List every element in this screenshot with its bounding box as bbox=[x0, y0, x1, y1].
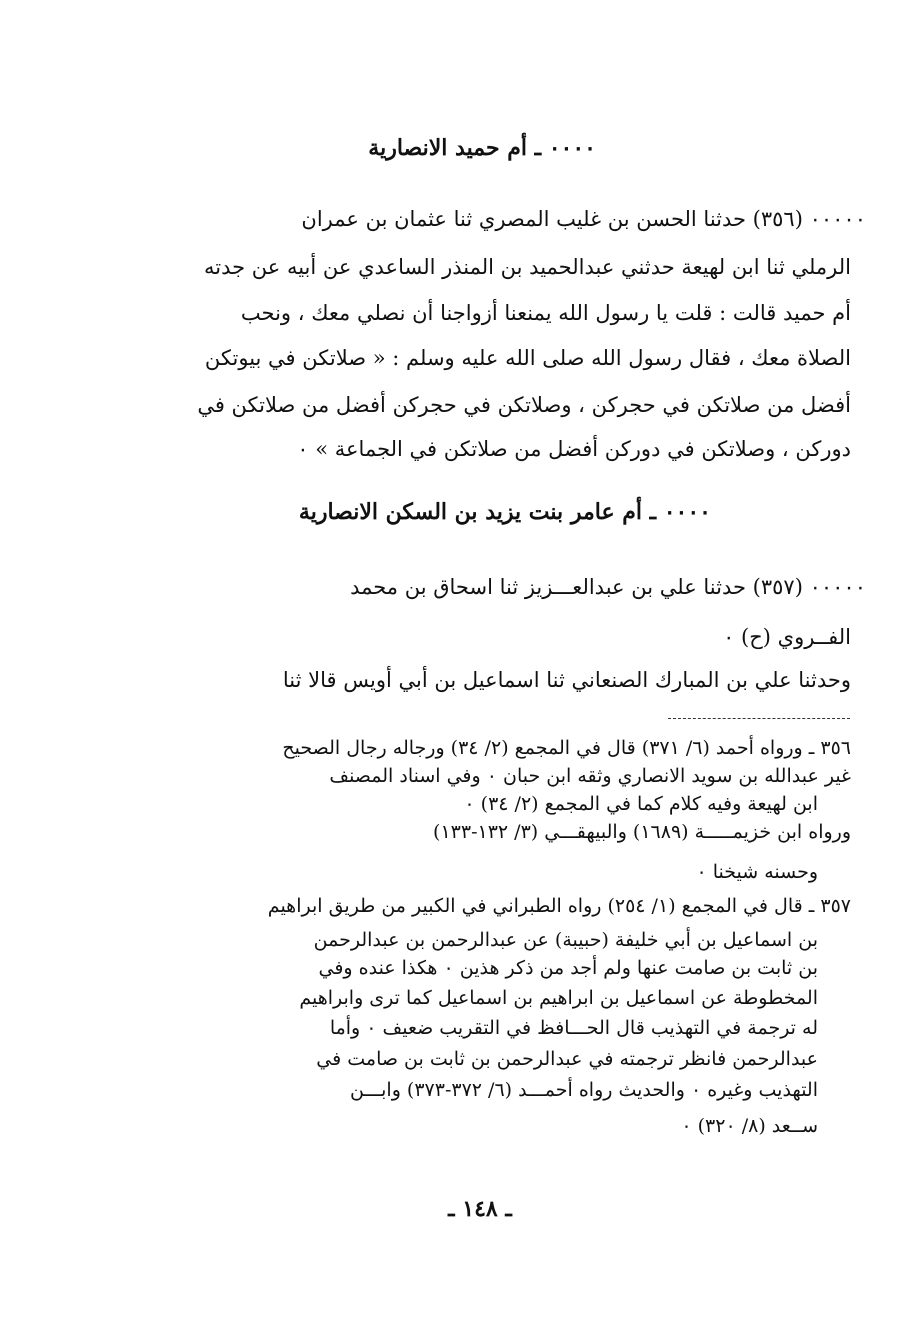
footnote-separator bbox=[668, 718, 850, 719]
footnote-357-line-1: ٣٥٧ ـ قال في المجمع (١/ ٢٥٤) رواه الطبراني في الكبير من طريق ابراهيم bbox=[267, 895, 851, 917]
footnote-356-line-3: ابن لهيعة وفيه كلام كما في المجمع (٢/ ٣٤) ٠ bbox=[464, 793, 818, 815]
footnote-357-line-4: المخطوطة عن اسماعيل بن ابراهيم بن اسماعيل كما ترى وابراهيم bbox=[299, 987, 818, 1009]
hadith-356-line-5: أفضل من صلاتكن في حجركن ، وصلاتكن في حجركن أفضل من صلاتكن في bbox=[197, 393, 851, 417]
footnote-357-line-3: بن ثابت بن صامت عنها ولم أجد من ذكر هذين ٠ هكذا عنده وفي bbox=[318, 957, 818, 979]
hadith-357-line-3: وحدثنا علي بن المبارك الصنعاني ثنا اسماعيل بن أبي أويس قالا ثنا bbox=[282, 668, 851, 692]
footnote-357-line-6: عبدالرحمن فانظر ترجمته في عبدالرحمن بن ثابت بن صامت في bbox=[316, 1048, 818, 1070]
footnote-356-line-2: غير عبدالله بن سويد الانصاري وثقه ابن حبان ٠ وفي اسناد المصنف bbox=[329, 765, 851, 787]
footnote-357-line-8: ســعد (٨/ ٣٢٠) ٠ bbox=[681, 1115, 818, 1137]
hadith-356-line-2: الرملي ثنا ابن لهيعة حدثني عبدالحميد بن المنذر الساعدي عن أبيه عن جدته bbox=[203, 255, 851, 279]
footnote-357-line-7: التهذيب وغيره ٠ والحديث رواه أحمـــد (٦/ ٣٧٢-٣٧٣) وابـــن bbox=[349, 1079, 818, 1101]
section-heading-umm-humaid: ٠٠٠٠ ـ أم حميد الانصارية bbox=[368, 135, 596, 161]
footnote-357-line-2: بن اسماعيل بن أبي خليفة (حبيبة) عن عبدالرحمن بن عبدالرحمن bbox=[313, 929, 818, 951]
footnote-356-line-1: ٣٥٦ ـ ورواه أحمد (٦/ ٣٧١) قال في المجمع (٢/ ٣٤) ورجاله رجال الصحيح bbox=[282, 737, 851, 759]
page-number: ـ ١٤٨ ـ bbox=[448, 1196, 512, 1222]
hadith-356-line-6: دوركن ، وصلاتكن في دوركن أفضل من صلاتكن في الجماعة » ٠ bbox=[297, 437, 851, 461]
footnote-357-line-5: له ترجمة في التهذيب قال الحـــافظ في التقريب ضعيف ٠ وأما bbox=[329, 1017, 818, 1039]
hadith-357-line-1: ٠٠٠٠٠ (٣٥٧) حدثنا علي بن عبدالعـــزيز ثنا اسحاق بن محمد bbox=[350, 575, 866, 599]
hadith-356-line-4: الصلاة معك ، فقال رسول الله صلى الله عليه وسلم : « صلاتكن في بيوتكن bbox=[204, 346, 851, 370]
hadith-356-line-3: أم حميد قالت : قلت يا رسول الله يمنعنا أزواجنا أن نصلي معك ، ونحب bbox=[240, 301, 851, 325]
section-heading-umm-amir: ٠٠٠٠ ـ أم عامر بنت يزيد بن السكن الانصارية bbox=[298, 499, 711, 525]
hadith-356-line-1: ٠٠٠٠٠ (٣٥٦) حدثنا الحسن بن غليب المصري ثنا عثمان بن عمران bbox=[301, 207, 866, 231]
footnote-356-line-4: ورواه ابن خزيمـــــة (١٦٨٩) والبيهقـــي (٣/ ١٣٢-١٣٣) bbox=[433, 821, 851, 843]
hadith-357-line-2: الفــروي (ح) ٠ bbox=[723, 625, 851, 649]
footnote-356-line-5: وحسنه شيخنا ٠ bbox=[696, 861, 818, 883]
